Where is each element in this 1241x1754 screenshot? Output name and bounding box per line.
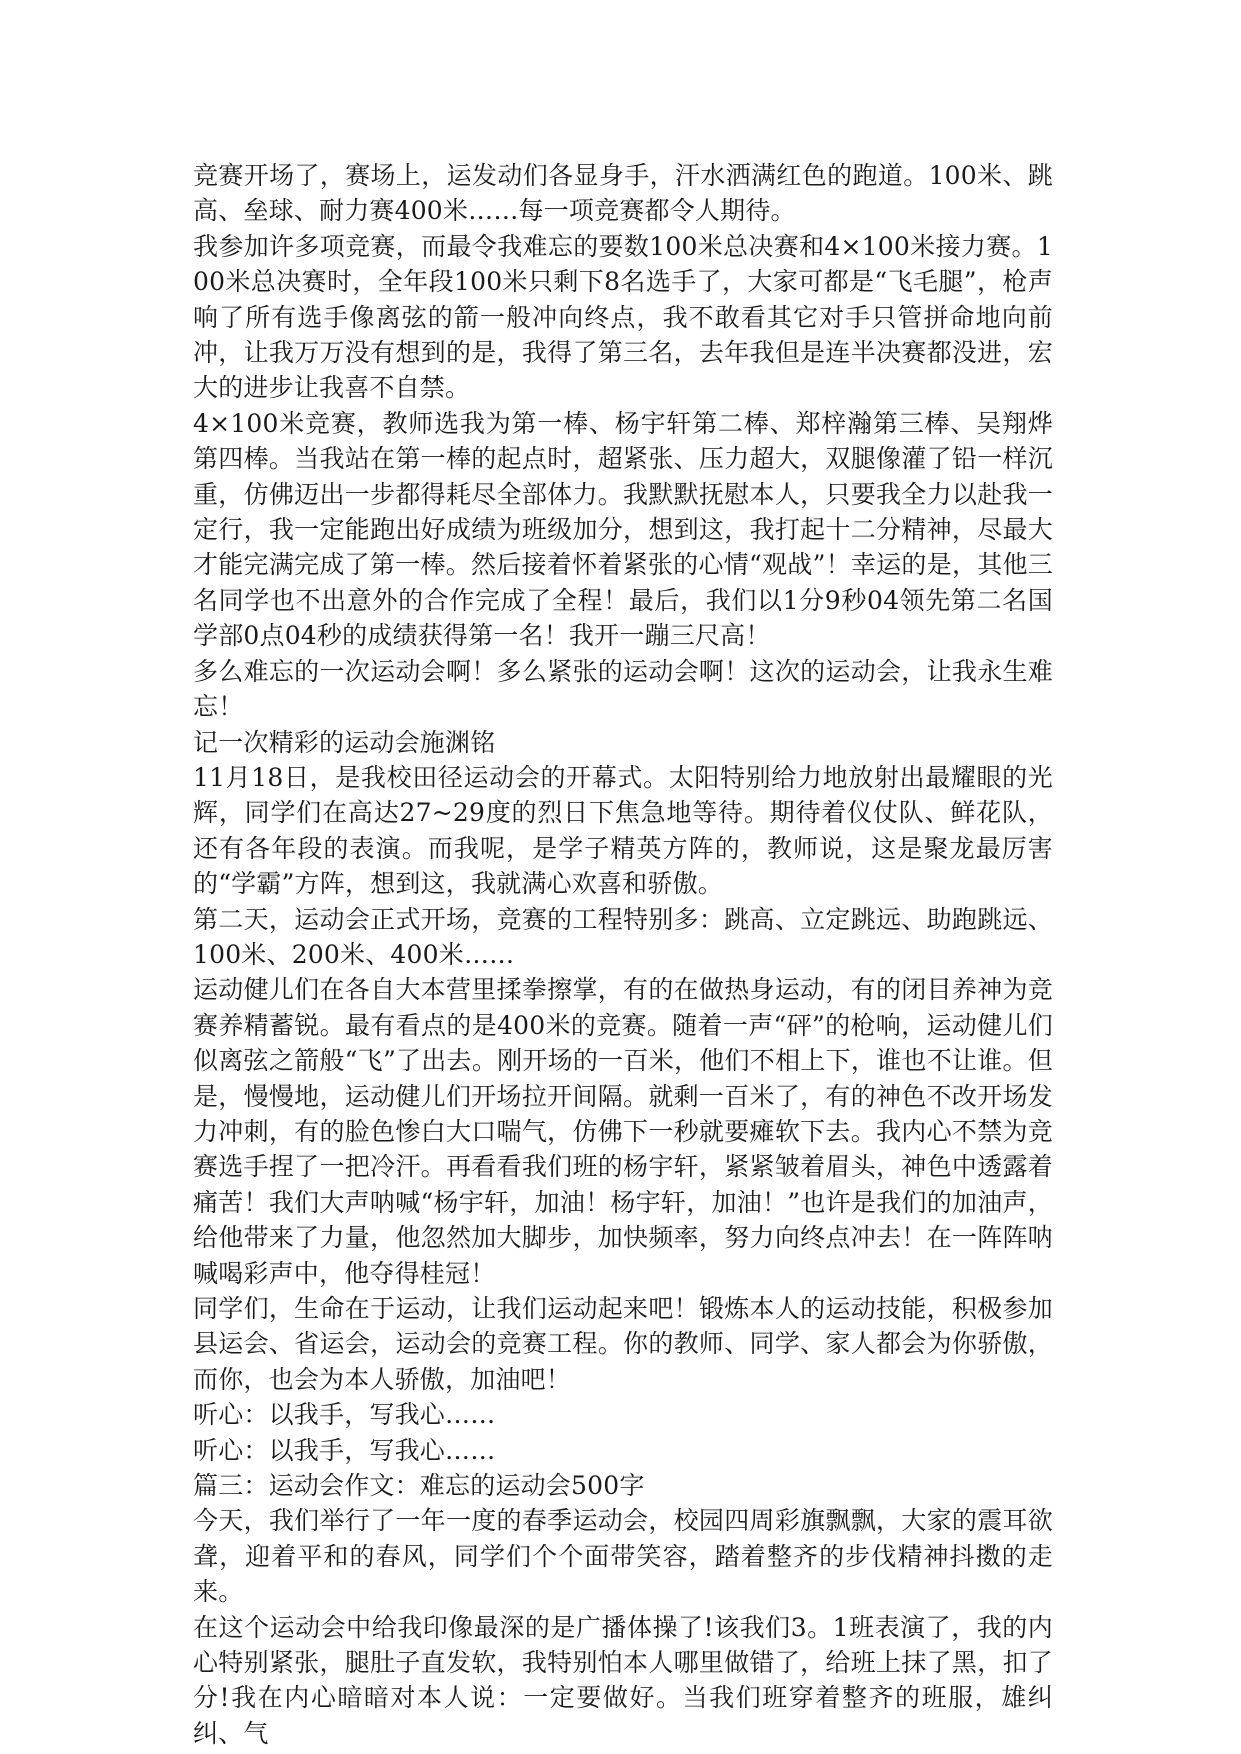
paragraph: 第二天，运动会正式开场，竞赛的工程特别多：跳高、立定跳远、助跑跳远、100米、200米、400米…… — [193, 904, 1053, 969]
signature-line: 听心：以我手，写我心…… — [193, 1400, 496, 1430]
document-body — [193, 158, 1053, 1751]
paragraph: 今天，我们举行了一年一度的春季运动会，校园四周彩旗飘飘，大家的震耳欲聋，迎着平和的春风，同学们个个面带笑容，踏着整齐的步伐精神抖擞的走来。 — [193, 1506, 1053, 1607]
paragraph: 我参加许多项竞赛，而最令我难忘的要数100米总决赛和4×100米接力赛。100米总决赛时，全年段100米只剩下8名选手了，大家可都是“飞毛腿”，枪声响了所有选手像离弦的箭一般冲向终点，我不敢看其它对手只管拼命地向前冲，让我万万没有想到的是，我得了第三名，去年我但是连半决赛都没进，宏大的进步让我喜不自禁。 — [193, 231, 1053, 403]
paragraph: 多么难忘的一次运动会啊！多么紧张的运动会啊！这次的运动会，让我永生难忘！ — [193, 656, 1053, 722]
paragraph: 4×100米竞赛，教师选我为第一棒、杨宇轩第二棒、郑梓瀚第三棒、吴翔烨第四棒。当我站在第一棒的起点时，超紧张、压力超大，双腿像灌了铅一样沉重，仿佛迈出一步都得耗尽全部体力。我默默抚慰本人，只要我全力以赴我一定行，我一定能跑出好成绩为班级加分，想到这，我打起十二分精神，尽最大才能完满完成了第一棒。然后接着怀着紧张的心情“观战”！幸运的是，其他三名同学也不出意外的合作完成了全程！最后，我们以1分9秒04领先第二名国学部0点04秒的成绩获得第一名！我开一蹦三尺高！ — [193, 408, 1053, 651]
section-title: 篇三：运动会作文：难忘的运动会500字 — [193, 1471, 645, 1501]
signature-line: 听心：以我手，写我心…… — [193, 1435, 496, 1465]
paragraph: 11月18日，是我校田径运动会的开幕式。太阳特别给力地放射出最耀眼的光辉，同学们在高达27~29度的烈日下焦急地等待。期待着仪仗队、鲜花队，还有各年段的表演。而我呢，是学子精英方阵的，教师说，这是聚龙最厉害的“学霸”方阵，想到这，我就满心欢喜和骄傲。 — [193, 762, 1053, 899]
paragraph: 在这个运动会中给我印像最深的是广播体操了!该我们3。1班表演了，我的内心特别紧张，腿肚子直发软，我特别怕本人哪里做错了，给班上抹了黑，扣了分!我在内心暗暗对本人说：一定要做好。当我们班穿着整齐的班服，雄纠纠、气 — [193, 1612, 1053, 1748]
paragraph: 运动健儿们在各自大本营里揉拳擦掌，有的在做热身运动，有的闭目养神为竞赛养精蓄锐。最有看点的是400米的竞赛。随着一声“砰”的枪响，运动健儿们似离弦之箭般“飞”了出去。刚开场的一百米，他们不相上下，谁也不让谁。但是，慢慢地，运动健儿们开场拉开间隔。就剩一百米了，有的神色不改开场发力冲刺，有的脸色惨白大口喘气，仿佛下一秒就要瘫软下去。我内心不禁为竞赛选手捏了一把冷汗。再看看我们班的杨宇轩，紧紧皱着眉头，神色中透露着痛苦！我们大声呐喊“杨宇轩，加油！杨宇轩，加油！”也许是我们的加油声，给他带来了力量，他忽然加大脚步，加快频率，努力向终点冲去！在一阵阵呐喊喝彩声中，他夺得桂冠！ — [193, 975, 1053, 1288]
section-title: 记一次精彩的运动会施渊铭 — [193, 727, 496, 757]
paragraph: 同学们，生命在于运动，让我们运动起来吧！锻炼本人的运动技能，积极参加县运会、省运会，运动会的竞赛工程。你的教师、同学、家人都会为你骄傲，而你，也会为本人骄傲，加油吧！ — [193, 1294, 1053, 1394]
paragraph: 竞赛开场了，赛场上，运发动们各显身手，汗水洒满红色的跑道。100米、跳高、垒球、耐力赛400米……每一项竞赛都令人期待。 — [193, 161, 1053, 226]
